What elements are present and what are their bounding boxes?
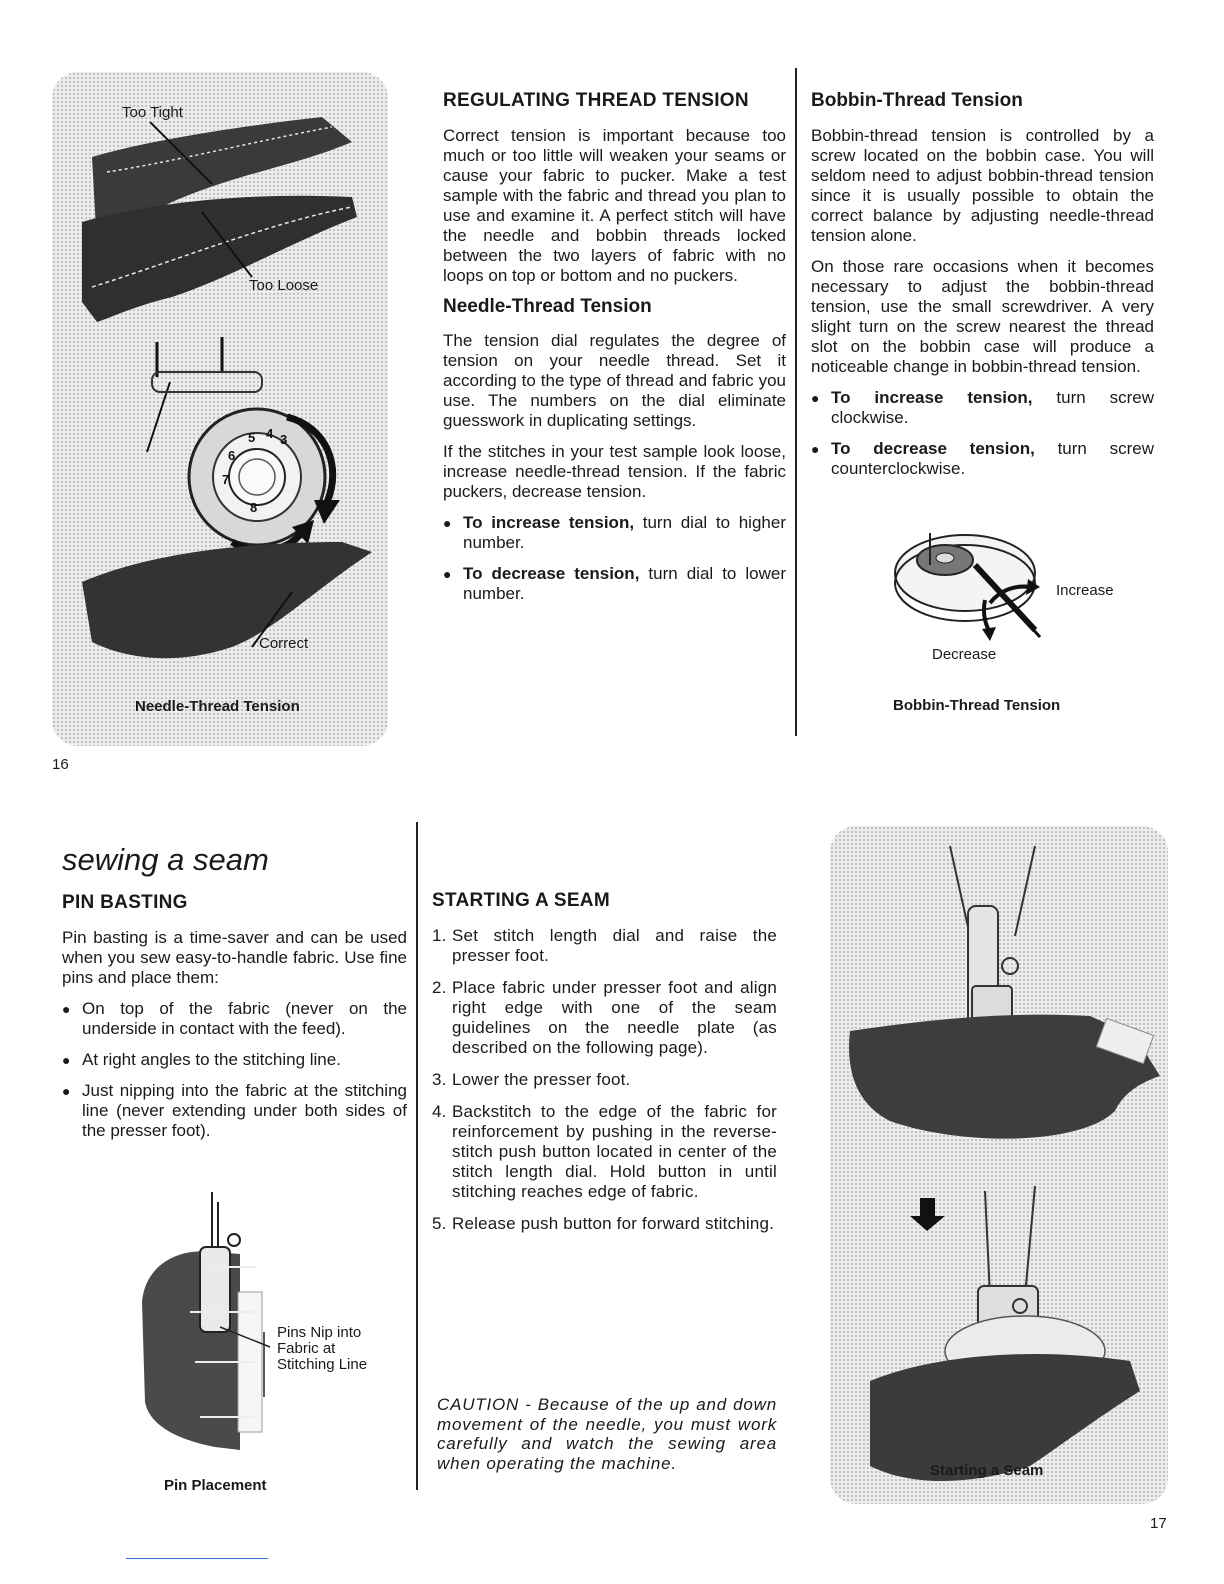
bullet-increase: ● To increase tension, turn dial to higher number.: [443, 513, 786, 553]
page-number-16: 16: [52, 756, 69, 773]
pin-basting-heading: PIN BASTING: [62, 892, 188, 913]
regulating-heading: REGULATING THREAD TENSION: [443, 90, 749, 111]
bobbin-para1: Bobbin-thread tension is controlled by a screw located on the bobbin case. You will seldom need to adjust bobbin-thread tension since it is usually possible to obtain the correct balance by adjusting needle-thread tension alone.: [811, 126, 1154, 245]
label-pins-nip: Pins Nip into Fabric at Stitching Line: [277, 1324, 368, 1373]
bobbin-bullets: [811, 388, 1154, 479]
pin-bullet-2: ● At right angles to the stitching line.: [62, 1050, 407, 1070]
regulating-para3: If the stitches in your test sample look loose, increase needle-thread tension. If the fabric puckers, decrease tension.: [443, 442, 786, 501]
pin-bullet-3: ● Just nipping into the fabric at the stitching line (never extending under both sides of the presser foot).: [62, 1081, 407, 1141]
dial-number: 4: [266, 426, 274, 441]
needle-tension-bullets: [443, 513, 786, 604]
step-item: 3. Lower the presser foot.: [432, 1070, 631, 1089]
dial-number: 7: [222, 472, 230, 487]
starting-seam-illustration: [830, 826, 1168, 1504]
label-increase: Increase: [1056, 582, 1114, 599]
regulating-para1: Correct tension is important because too much or too little will weaken your seams or cause your fabric to pucker. Make a test sample with the fabric and thread you plan to use and examine it. A perfect stitch will have the needle and bobbin threads locked between the two layers of fabric with no loops on top or bottom and no puckers.: [443, 126, 786, 285]
starting-seam-heading: STARTING A SEAM: [432, 890, 610, 911]
column-divider-bottom: [416, 822, 418, 1490]
bobbin-section: [811, 90, 1154, 479]
step-item: 1. Set stitch length dial and raise the presser foot.: [432, 926, 777, 965]
pin-basting-bullets: [62, 999, 407, 1141]
section-title: sewing a seam: [62, 842, 269, 877]
pin-placement-caption: Pin Placement: [164, 1477, 267, 1494]
starting-seam-caption: Starting a Seam: [930, 1462, 1044, 1479]
step-item: 5. Release push button for forward stitching.: [432, 1214, 775, 1233]
dial-number: 8: [250, 500, 258, 515]
bobbin-heading: Bobbin-Thread Tension: [811, 90, 1023, 111]
blue-line: [126, 1558, 268, 1559]
starting-steps: [432, 926, 777, 1234]
bobbin-case-illustration: [890, 525, 1050, 645]
bobbin-caption: Bobbin-Thread Tension: [893, 697, 1061, 714]
column-divider: [795, 68, 797, 736]
needle-tension-illustration: [52, 72, 388, 746]
caution-note: CAUTION - Because of the up and down movement of the needle, you must work carefully and watch the sewing area when operating the machine.: [437, 1395, 777, 1473]
step-item: 2. Place fabric under presser foot and align right edge with one of the seam guidelines on the needle plate (as described on the following page).: [432, 978, 777, 1057]
bobbin-para2: On those rare occasions when it becomes necessary to adjust the bobbin-thread tension, use the small screwdriver. A very slight turn on the screw nearest the thread slot on the bobbin case will produce a noticeable change in bobbin-thread tension.: [811, 257, 1154, 376]
needle-thread-heading: Needle-Thread Tension: [443, 296, 652, 317]
label-correct: Correct: [259, 635, 309, 652]
label-too-loose: Too Loose: [249, 277, 319, 294]
label-decrease: Decrease: [932, 646, 997, 663]
regulating-para2: The tension dial regulates the degree of tension on your needle thread. Set it according to the type of thread and fabric you use. The numbers on the dial eliminate guesswork in duplicating settings.: [443, 331, 786, 430]
bobbin-bullet-increase: ● To increase tension, turn screw clockwise.: [811, 388, 1154, 428]
pin-basting-section: [62, 892, 407, 1141]
starting-seam-photo: [830, 826, 1168, 1504]
bullet-decrease: ● To decrease tension, turn dial to lower number.: [443, 564, 786, 604]
dial-number: 5: [248, 430, 256, 445]
pin-placement-illustration: [130, 1192, 290, 1457]
needle-tension-photo: [52, 72, 388, 746]
dial-number: 6: [228, 448, 236, 463]
bobbin-bullet-decrease: ● To decrease tension, turn screw counterclockwise.: [811, 439, 1154, 479]
starting-seam-section: [432, 890, 777, 1234]
dial-number: 3: [280, 432, 288, 447]
step-item: 4. Backstitch to the edge of the fabric for reinforcement by pushing in the reverse-stitch push button located in center of the stitch length dial. Hold button in until stitching reaches edge of fabric.: [432, 1102, 777, 1201]
page-number-17: 17: [1150, 1515, 1167, 1532]
label-too-tight: Too Tight: [122, 104, 183, 121]
needle-tension-caption: Needle-Thread Tension: [135, 698, 300, 715]
pin-bullet-1: ● On top of the fabric (never on the underside in contact with the feed).: [62, 999, 407, 1039]
pin-basting-para: Pin basting is a time-saver and can be used when you sew easy-to-handle fabric. Use fine pins and place them:: [62, 928, 407, 987]
regulating-section: [443, 90, 786, 604]
